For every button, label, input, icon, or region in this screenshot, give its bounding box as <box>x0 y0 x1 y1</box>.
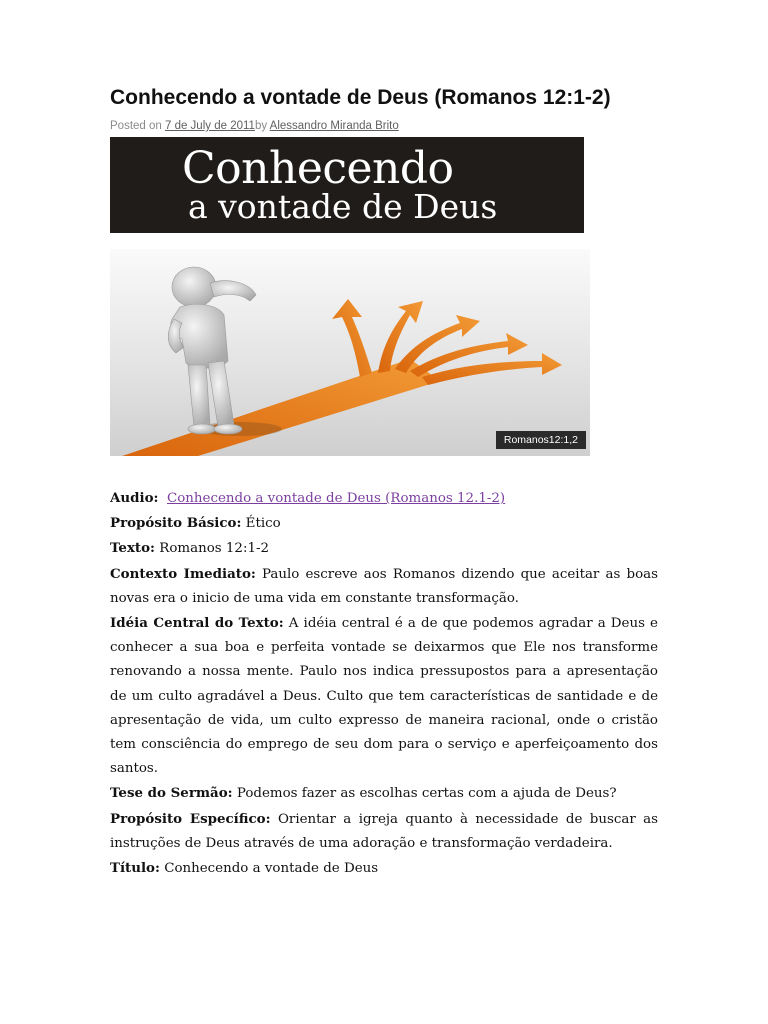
field-label: Título: <box>110 860 160 877</box>
crossroads-illustration <box>110 249 590 456</box>
field-value: Orientar a igreja quanto à necessidade de buscar as instruções de Deus através de uma adoração e transformação verdadeira. <box>110 811 658 851</box>
field-texto <box>110 536 658 561</box>
field-value: Podemos fazer as escolhas certas com a ajuda de Deus? <box>236 786 617 802</box>
author-link[interactable]: Alessandro Miranda Brito <box>269 120 399 132</box>
field-value: A idéia central é a de que podemos agradar a Deus e conhecer a sua boa e perfeita vontade se deixarmos que Ele nos transforme renovando a nossa mente. Paulo nos indica pressupostos para a apresentação de um culto agradável a Deus. Culto que tem características de santidade e de apresentação de vida, um culto expresso de maneira racional, onde o cristão tem consciência do emprego de seu dom para o serviço e aperfeiçoamento dos santos. <box>110 616 658 777</box>
field-value: Paulo escreve aos Romanos dizendo que aceitar as boas novas era o inicio de uma vida em constante transformação. <box>110 566 658 606</box>
sermon-outline <box>110 486 658 881</box>
post-meta <box>110 120 399 132</box>
posted-on-label: Posted on <box>110 120 165 132</box>
person-crossroads-arrows-illustration <box>110 249 590 456</box>
field-label: Audio: <box>110 490 159 506</box>
banner-line-1: Conhecendo <box>182 143 454 194</box>
field-ideia-central <box>110 611 658 781</box>
field-proposito-basico <box>110 511 658 536</box>
post-title: Conhecendo a vontade de Deus (Romanos 12:1-2) <box>110 86 611 109</box>
field-contexto-imediato <box>110 562 658 611</box>
field-proposito-especifico <box>110 807 658 856</box>
field-label: Tese do Sermão: <box>110 785 233 802</box>
field-titulo <box>110 856 658 881</box>
field-label: Propósito Básico: <box>110 515 242 532</box>
scripture-reference-label: Romanos12:1,2 <box>496 431 586 449</box>
title-banner-image <box>110 137 584 233</box>
field-label: Texto: <box>110 540 155 557</box>
field-value: Ético <box>245 516 281 532</box>
banner-line-2: a vontade de Deus <box>188 187 498 226</box>
field-label: Propósito Específico: <box>110 810 271 827</box>
audio-link[interactable]: Conhecendo a vontade de Deus (Romanos 12.1-2) <box>166 491 506 506</box>
field-value: Romanos 12:1-2 <box>159 541 270 557</box>
field-audio <box>110 486 658 511</box>
field-label: Idéia Central do Texto: <box>110 615 284 632</box>
field-value: Conhecendo a vontade de Deus <box>164 861 379 877</box>
by-label: by <box>254 120 270 132</box>
post-date-link[interactable]: 7 de July de 2011 <box>164 120 255 132</box>
field-label: Contexto Imediato: <box>110 565 256 582</box>
field-tese-do-sermao <box>110 781 658 806</box>
